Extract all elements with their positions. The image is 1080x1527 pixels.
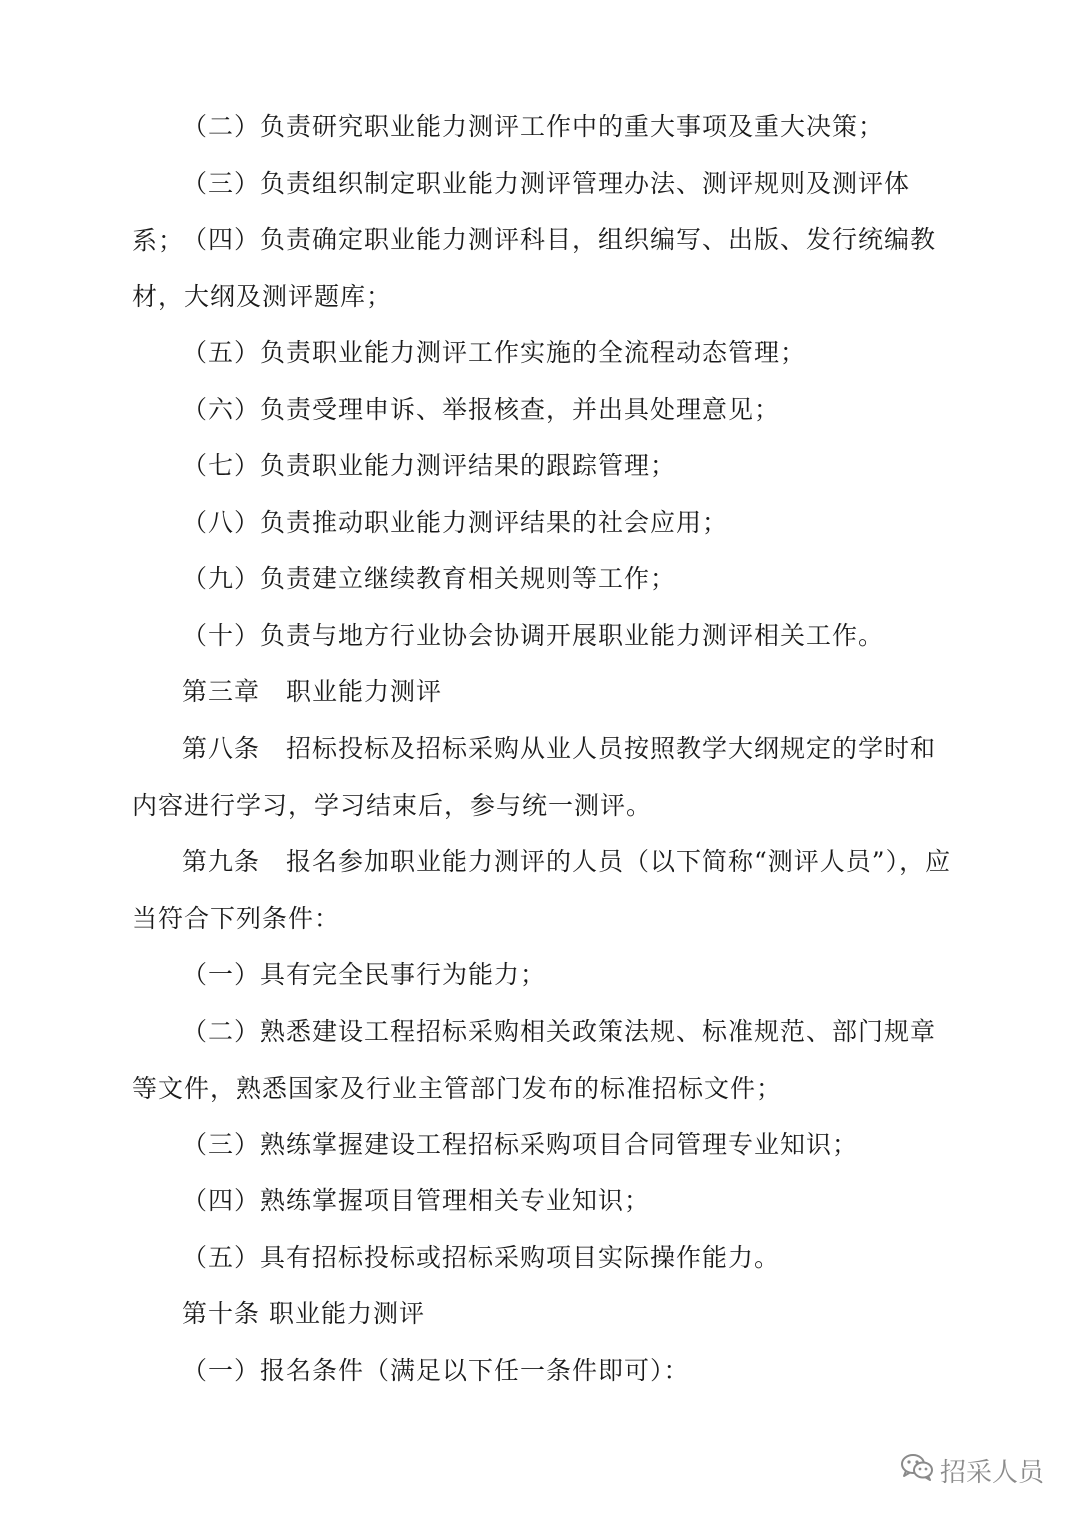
wechat-icon [900,1453,934,1488]
paragraph-duty-9: （九）负责建立继续教育相关规则等工作； [182,564,677,593]
paragraph-duty-3: （三）负责组织制定职业能力测评管理办法、测评规则及测评体系； [132,169,911,255]
watermark-text: 招采人员 [939,1458,1044,1488]
paragraph-duty-6: （六）负责受理申诉、举报核查，并出具处理意见； [182,395,781,424]
paragraph-duty-5: （五）负责职业能力测评工作实施的全流程动态管理； [182,338,807,367]
paragraph-duty-8: （八）负责推动职业能力测评结果的社会应用； [182,508,729,537]
paragraph-duty-4: （四）负责确定职业能力测评科目，组织编写、出版、发行统编教材，大纲及测评题库； [132,225,937,311]
article-10: 第十条 职业能力测评 [182,1299,425,1328]
condition-2: （二）熟悉建设工程招标采购相关政策法规、标准规范、部门规章等文件，熟悉国家及行业主管部门发布的标准招标文件； [132,1017,937,1103]
article-9: 第九条 报名参加职业能力测评的人员（以下简称“测评人员”），应当符合下列条件： [132,847,952,933]
paragraph-duty-10: （十）负责与地方行业协会协调开展职业能力测评相关工作。 [182,621,885,650]
watermark [900,1452,1044,1489]
paragraph-duty-7: （七）负责职业能力测评结果的跟踪管理； [182,451,677,480]
condition-4: （四）熟练掌握项目管理相关专业知识； [182,1186,651,1215]
registration-conditions: （一）报名条件（满足以下任一条件即可）： [182,1356,690,1385]
chapter-heading: 第三章 职业能力测评 [182,677,443,706]
condition-3: （三）熟练掌握建设工程招标采购项目合同管理专业知识； [182,1130,859,1159]
article-8: 第八条 招标投标及招标采购从业人员按照教学大纲规定的学时和内容进行学习，学习结束后，参与统一测评。 [132,734,937,820]
condition-5: （五）具有招标投标或招标采购项目实际操作能力。 [182,1243,781,1272]
paragraph-duty-2: （二）负责研究职业能力测评工作中的重大事项及重大决策； [182,112,885,141]
condition-1: （一）具有完全民事行为能力； [182,960,547,989]
